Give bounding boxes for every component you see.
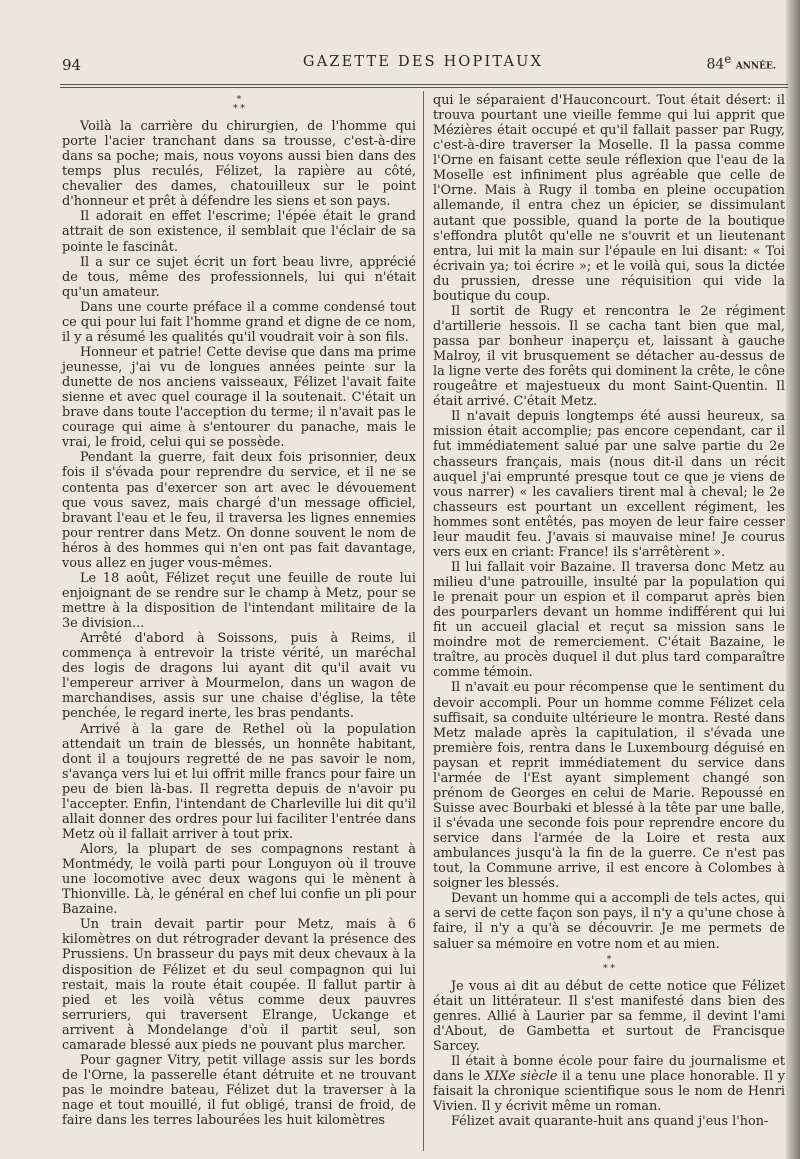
paragraph: Pendant la guerre, fait deux fois prisonnier, deux fois il s'évada pour reprendre du service, et il ne se contenta pas d'exercer son art avec le dévouement que vous savez, mais chargé d'un message officiel, bravant l'eau et le feu, il traversa les lignes ennemies pour rentrer dans Metz. On donne souvent le nom de héros à des hommes qui n'en ont pas fait davantage, vous allez en juger vous-mêmes.	[62, 450, 416, 571]
paragraph: Je vous ai dit au début de cette notice que Félizet était un littérateur. Il s'est manifesté dans bien des genres. Allié à Laurier par sa femme, il devint l'ami d'About, de Gambetta et surtout de Francisque Sarcey.	[433, 978, 785, 1054]
paragraph: Pour gagner Vitry, petit village assis sur les bords de l'Orne, la passerelle étant détruite et ne trouvant pas le moindre bateau, Félizet dut la traverser à la nage et tout mouillé, il fut obligé, transi de froid, de faire dans les terres labourées les huit kilomètres	[62, 1052, 416, 1129]
edition-label	[707, 52, 776, 73]
paragraph: Arrivé à la gare de Rethel où la population attendait un train de blessés, un honnête habitant, dont il a toujours regretté de ne pas savoir le nom, s'avança vers lui et lui offrit mille francs pour faire un peu de bien là-bas. Il regretta depuis de n'avoir pu l'accepter. Enfin, l'intendant de Charleville lui dit qu'il allait donner des ordres pour lui faciliter l'entrée dans Metz où il fallait arriver à tout prix.	[62, 721, 416, 842]
paragraph: Le 18 août, Félizet reçut une feuille de route lui enjoignant de se rendre sur le champ à Metz, pour se mettre à la disposition de l'intendant militaire de la 3e division...	[62, 570, 416, 632]
right-column	[433, 93, 785, 1129]
edition-number: 84	[706, 56, 725, 73]
page-header	[60, 52, 786, 78]
paragraph: Il sortit de Rugy et rencontra le 2e régiment d'artillerie hessois. Il se cacha tant bien que mal, passa par bonheur inaperçu et, laissant à gauche Malroy, il vit brusquement se détacher au-dessus de la ligne verte des forêts qui dominent la crête, le cône rougeâtre et majestueux du mont Saint-Quentin. Il était arrivé. C'était Metz.	[433, 303, 785, 410]
header-rule-top	[60, 84, 788, 85]
paragraph: Il n'avait depuis longtemps été aussi heureux, sa mission était accomplie; pas encore cependant, car il fut immédiatement salué par une salve partie du 2e chasseurs français, mais (nous dit-il dans un récit auquel j'ai emprunté presque tout ce que je viens de vous narrer) « les cavaliers tirent mal à cheval; le 2e chasseurs est pourtant un excellent régiment, les hommes sont entêtés, pas moyen de leur faire cesser leur maudit feu. J'avais si mauvaise mine! Je courus vers eux en criant: France! ils s'arrêtèrent ».	[433, 409, 785, 560]
paragraph: Félizet avait quarante-huit ans quand j'eus l'hon-	[451, 1114, 769, 1130]
paragraph: Il adorait en effet l'escrime; l'épée était le grand attrait de son existence, il semblait que l'éclair de sa pointe le fascinât.	[62, 209, 416, 255]
paragraph: Il était à bonne école pour faire du journalisme et dans le XIXe siècle il a tenu une place honorable. Il y faisait la chronique scientifique sous le nom de Henri Vivien. Il y écrivit même un roman.	[433, 1053, 785, 1115]
paragraph: Alors, la plupart de ses compagnons restant à Montmédy, le voilà parti pour Longuyon où il trouve une locomotive avec deux wagons qui le mènent à Thionville. Là, le général en chef lui confie un pli pour Bazaine.	[62, 842, 416, 918]
section-separator: * * *	[603, 954, 615, 974]
paragraph: Il a sur ce sujet écrit un fort beau livre, apprécié de tous, même des professionnels, lui qui n'était qu'un amateur.	[62, 254, 416, 300]
paragraph: Voilà la carrière du chirurgien, de l'homme qui porte l'acier tranchant dans sa trousse, c'est-à-dire dans sa poche; mais, nous voyons aussi bien dans des temps plus reculés, Félizet, la rapière au côté, chevalier des dames, chatouilleux sur le point d'honneur et prêt à défendre les siens et son pays.	[62, 119, 416, 210]
paragraph: Arrêté d'abord à Soissons, puis à Reims, il commença à entrevoir la triste vérité, un maréchal des logis de dragons lui ayant dit qu'il avait vu l'empereur arriver à Mourmelon, dans un wagon de marchandises, assis sur une chaise d'église, la tête penchée, le regard inerte, les bras pendants.	[62, 631, 416, 722]
paragraph: Il n'avait eu pour récompense que le sentiment du devoir accompli. Pour un homme comme Félizet cela suffisait, sa conduite ultérieure le montra. Resté dans Metz malade après la capitulation, il s'évada une première fois, rentra dans le Luxembourg déguisé en paysan et reprit immédiatement du service dans l'armée de l'Est ayant simplement changé son prénom de Georges en celui de Marie. Repoussé en Suisse avec Bourbaki et blessé à la tête par une balle, il s'évada une seconde fois pour reprendre encore du service dans l'armée de la Loire et resta aux ambulances jusqu'à la fin de la guerre. Ce n'est pas tout, la Commune arrive, il est encore à Colombes à soigner les blessés.	[433, 680, 785, 892]
left-column	[62, 92, 416, 1128]
edition-word: ANNÉE.	[735, 61, 776, 72]
paragraph: qui le séparaient d'Hauconcourt. Tout était désert: il trouva pourtant une vieille femme qui lui apprit que Mézières était occupé et qu'il fallait passer par Rugy, c'est-à-dire traverser la Moselle. Il la passa comme l'Orne en faisant cette seule réflexion que l'eau de la Moselle est infiniment plus agréable que celle de l'Orne. Mais à Rugy il tomba en pleine occupation allemande, il entra chez un épicier, se dissimulant autant que possible, quand la porte de la boutique s'effondra plutôt qu'elle ne s'ouvrit et un lieutenant entra, lui mit la main sur l'épaule en lui disant: « Toi écrivain ya; toi écrire »; et le voilà qui, sous la dictée du prussien, dresse une réquisition qui vide la boutique du coup.	[433, 93, 785, 304]
journal-title: GAZETTE DES HOPITAUX	[302, 54, 544, 70]
paragraph: Un train devait partir pour Metz, mais à 6 kilomètres on dut rétrograder devant la présence des Prussiens. Un brasseur du pays mit deux chevaux à la disposition de Félizet et du seul compagnon qui lui restait, mais la route était coupée. Il fallut partir à pied et les voilà vêtus comme deux pauvres serruriers, qui traversent Elrange, Uckange et arrivent à Mondelange d'où il partit seul, son camarade blessé aux pieds ne pouvant plus marcher.	[62, 917, 416, 1053]
paragraph: Honneur et patrie! Cette devise que dans ma prime jeunesse, j'ai vu de longues années peinte sur la dunette de nos anciens vaisseaux, Félizet l'avait faite sienne et avec quel courage il la soutenait. C'était un brave dans toute l'acception du terme; il n'avait pas le courage qui aime à s'entourer du panache, mais le vrai, le froid, celui qui se possède.	[62, 344, 416, 451]
header-rule-bottom	[60, 87, 788, 88]
paragraph: Dans une courte préface il a comme condensé tout ce qui pour lui fait l'homme grand et digne de ce nom, il y a résumé les qualités qu'il voudrait voir à son fils.	[62, 299, 416, 345]
newspaper-name: XIXe siècle	[484, 1068, 558, 1084]
page-number: 94	[62, 56, 82, 74]
paragraph: Il lui fallait voir Bazaine. Il traversa donc Metz au milieu d'une patrouille, insulté par la population qui le prenait pour un espion et il comparut après bien des pourparlers devant un homme indifférent qui lui fit un accueil glacial et reçut sa mission sans le moindre mot de remerciement. C'était Bazaine, le traître, au procès duquel il dut plus tard comparaître comme témoin.	[433, 559, 785, 681]
paragraph: Devant un homme qui a accompli de tels actes, qui a servi de cette façon son pays, il n'y a qu'une chose à faire, il n'y a qu'à se découvrir. Je me permets de saluer sa mémoire en votre nom et au mien.	[433, 891, 785, 952]
page-edge-shadow	[786, 0, 800, 1159]
section-separator: * * *	[233, 95, 245, 114]
edition-suffix: e	[724, 52, 732, 66]
column-divider	[423, 91, 424, 1151]
